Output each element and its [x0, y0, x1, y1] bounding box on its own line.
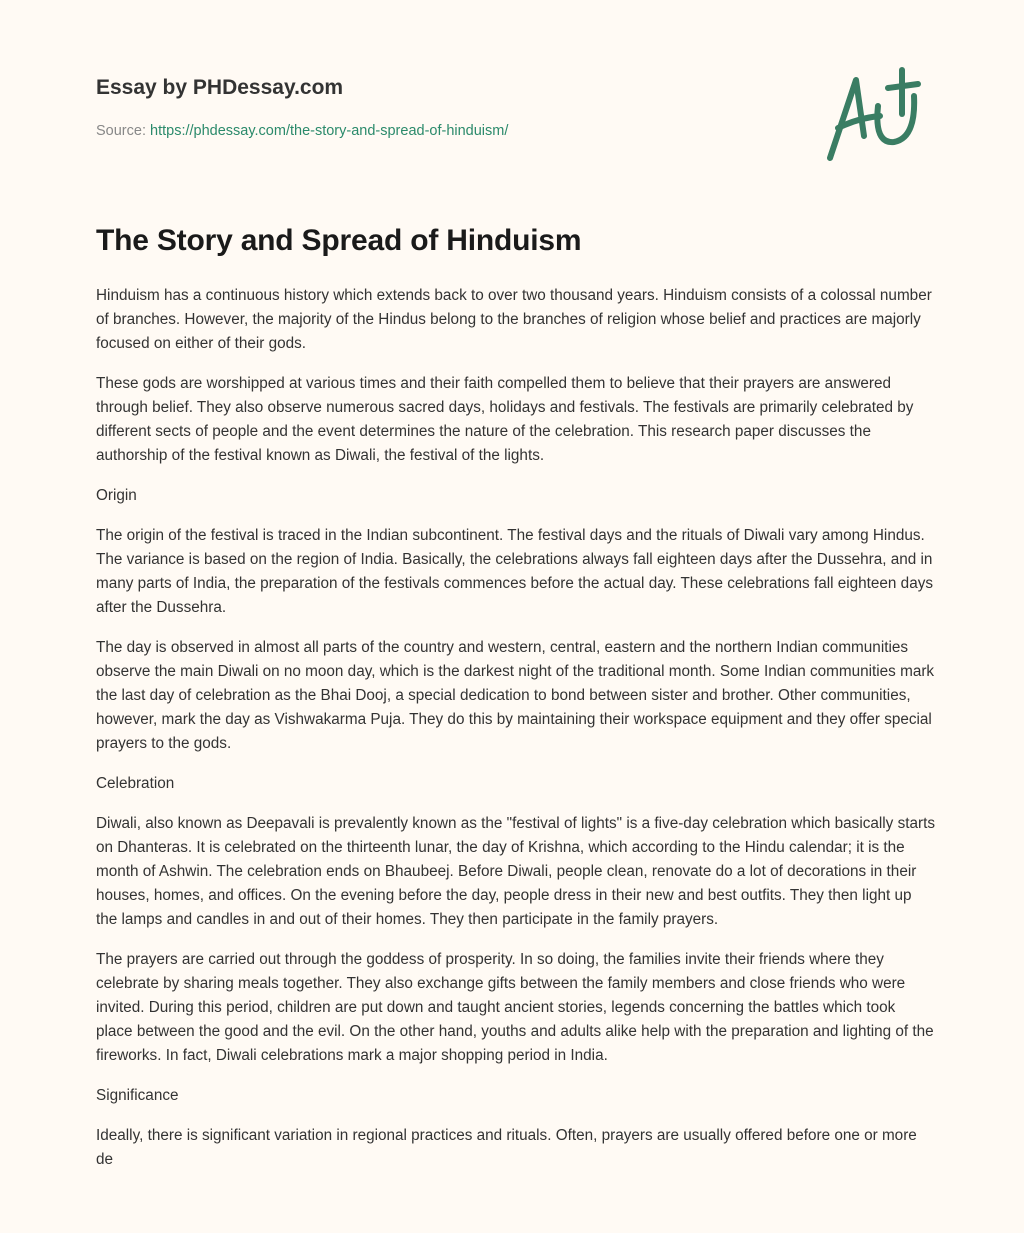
section-heading-celebration: Celebration — [96, 775, 175, 792]
brand-title: Essay by PHDessay.com — [96, 76, 344, 99]
paragraph: The prayers are carried out through the goddess of prosperity. In so doing, the families invite their friends where they celebrate by sharing meals together. They also exchange gifts between the family members and close friends who were invited. During this period, children are put down and taught ancient stories, legends concerning the battles which took place between the good and the evil. On the other hand, youths and adults alike help with the preparation and lighting of the fireworks. In fact, Diwali celebrations mark a major shopping period in India. — [96, 951, 934, 1064]
section-heading-significance: Significance — [96, 1087, 179, 1104]
paragraph: The day is observed in almost all parts of the country and western, central, eastern and the northern Indian communities observe the main Diwali on no moon day, which is the darkest night of the traditional month. Some Indian communities mark the last day of celebration as the Bhai Dooj, a special dedication to bond between sister and brother. Other communities, however, mark the day as Vishwakarma Puja. They do this by maintaining their workspace equipment and they offer special prayers to the gods. — [96, 639, 935, 752]
page-title: The Story and Spread of Hinduism — [96, 224, 582, 257]
source-link[interactable]: https://phdessay.com/the-story-and-spread-of-hinduism/ — [150, 123, 509, 139]
essay-body — [96, 284, 936, 1188]
paragraph: These gods are worshipped at various times and their faith compelled them to believe that their prayers are answered through belief. They also observe numerous sacred days, holidays and festivals. The festivals are primarily celebrated by different sects of people and the event determines the nature of the celebration. This research paper discusses the authorship of the festival known as Diwali, the festival of the lights. — [96, 375, 914, 464]
a-plus-logo-icon — [818, 66, 930, 166]
paragraph: Diwali, also known as Deepavali is prevalently known as the "festival of lights" is a five-day celebration which basically starts on Dhanteras. It is celebrated on the thirteenth lunar, the day of Krishna, which according to the Hindu calendar; it is the month of Ashwin. The celebration ends on Bhaubeej. Before Diwali, people clean, renovate do a lot of decorations in their houses, homes, and offices. On the evening before the day, people dress in their new and best outfits. They then light up the lamps and candles in and out of their homes. They then participate in the family prayers. — [96, 815, 935, 928]
source-line — [96, 123, 508, 139]
section-heading-origin: Origin — [96, 487, 137, 504]
source-label: Source: — [96, 123, 146, 139]
paragraph: Ideally, there is significant variation in regional practices and rituals. Often, prayers are usually offered before one or more de — [96, 1127, 917, 1168]
paragraph: Hinduism has a continuous history which extends back to over two thousand years. Hinduism consists of a colossal number of branches. However, the majority of the Hindus belong to the branches of religion whose belief and practices are majorly focused on either of their gods. — [96, 287, 932, 352]
paragraph: The origin of the festival is traced in the Indian subcontinent. The festival days and the rituals of Diwali vary among Hindus. The variance is based on the region of India. Basically, the celebrations always fall eighteen days after the Dussehra, and in many parts of India, the preparation of the festivals commences before the actual day. These celebrations fall eighteen days after the Dussehra. — [96, 527, 933, 616]
